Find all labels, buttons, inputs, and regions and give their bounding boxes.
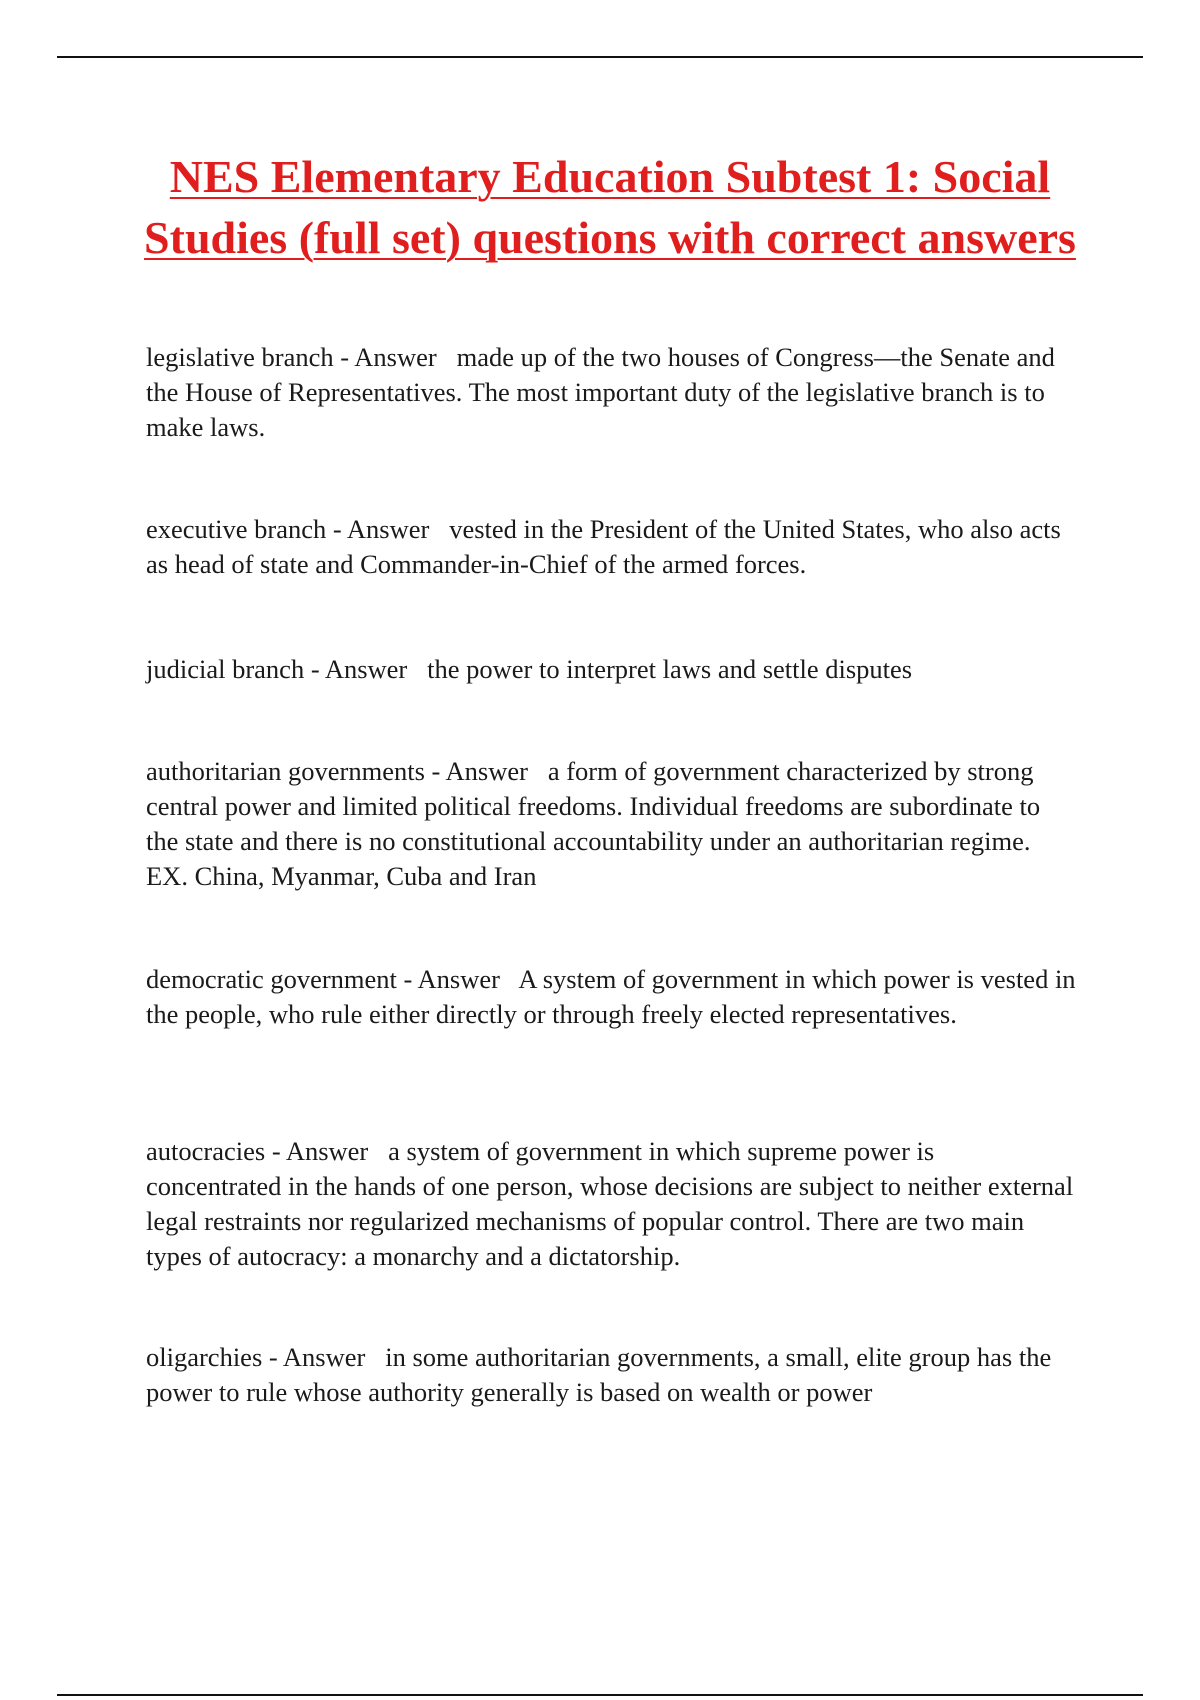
top-rule xyxy=(57,56,1143,58)
entry-judicial-branch: judicial branch - Answer the power to interpret laws and settle disputes xyxy=(146,654,913,684)
entry-term: oligarchies xyxy=(146,1342,263,1372)
entry-definition: vested in the President of the United States, who also acts as head of state and Commander-in-Chief of the armed forces. xyxy=(146,514,1061,579)
entry-answer-label: Answer xyxy=(417,964,500,994)
entry-term: judicial branch xyxy=(146,654,305,684)
entry-executive-branch: executive branch - Answer vested in the President of the United States, who also acts as head of state and Commander-in-Chief of the armed forces. xyxy=(146,514,1061,579)
entry-answer-label: Answer xyxy=(282,1342,366,1372)
entry-answer-label: Answer xyxy=(324,654,408,684)
entry-answer-label: Answer xyxy=(354,342,437,372)
entry-definition: a system of government in which supreme power is concentrated in the hands of one person, whose decisions are subject to neither external legal restraints nor regularized mechanisms of popular control. There are two main types of autocracy: a monarchy and a dictatorship. xyxy=(146,1136,1074,1271)
entry-democratic-government: democratic government - Answer A system of government in which power is vested in the people, who rule either directly or through freely elected representatives. xyxy=(146,964,1076,1029)
entry-definition: a form of government characterized by strong central power and limited political freedoms. Individual freedoms are subordinate to the state and there is no constitutional accountability under an authoritarian regime. EX. China, Myanmar, Cuba and Iran xyxy=(146,756,1041,891)
entry-answer-label: Answer xyxy=(285,1136,369,1166)
entry-definition: the power to interpret laws and settle disputes xyxy=(427,654,913,684)
entry-definition: A system of government in which power is vested in the people, who rule either directly or through freely elected representatives. xyxy=(146,964,1076,1029)
entry-autocracies: autocracies - Answer a system of government in which supreme power is concentrated in the hands of one person, whose decisions are subject to neither external legal restraints nor regularized mechanisms of popular control. There are two main types of autocracy: a monarchy and a dictatorship. xyxy=(146,1136,1074,1271)
entry-term: democratic government xyxy=(146,964,397,994)
entry-term: legislative branch xyxy=(146,342,334,372)
entry-term: authoritarian governments xyxy=(146,756,425,786)
entry-oligarchies: oligarchies - Answer in some authoritarian governments, a small, elite group has the power to rule whose authority generally is based on wealth or power xyxy=(146,1342,1052,1407)
entry-definition: made up of the two houses of Congress—the Senate and the House of Representatives. The most important duty of the legislative branch is to make laws. xyxy=(146,342,1055,442)
entry-answer-label: Answer xyxy=(445,756,528,786)
entry-authoritarian-governments: authoritarian governments - Answer a form of government characterized by strong central power and limited political freedoms. Individual freedoms are subordinate to the state and there is no constitutional accountability under an authoritarian regime. EX. China, Myanmar, Cuba and Iran xyxy=(146,756,1041,891)
entry-term: executive branch xyxy=(146,514,327,544)
entry-legislative-branch: legislative branch - Answer made up of the two houses of Congress—the Senate and the House of Representatives. The most important duty of the legislative branch is to make laws. xyxy=(146,342,1055,442)
entry-term: autocracies xyxy=(146,1136,266,1166)
bottom-rule xyxy=(57,1694,1143,1696)
entry-answer-label: Answer xyxy=(346,514,430,544)
document-title: NES Elementary Education Subtest 1: Social Studies (full set) questions with correct answers xyxy=(144,151,1076,263)
entry-definition: in some authoritarian governments, a small, elite group has the power to rule whose authority generally is based on wealth or power xyxy=(146,1342,1052,1407)
